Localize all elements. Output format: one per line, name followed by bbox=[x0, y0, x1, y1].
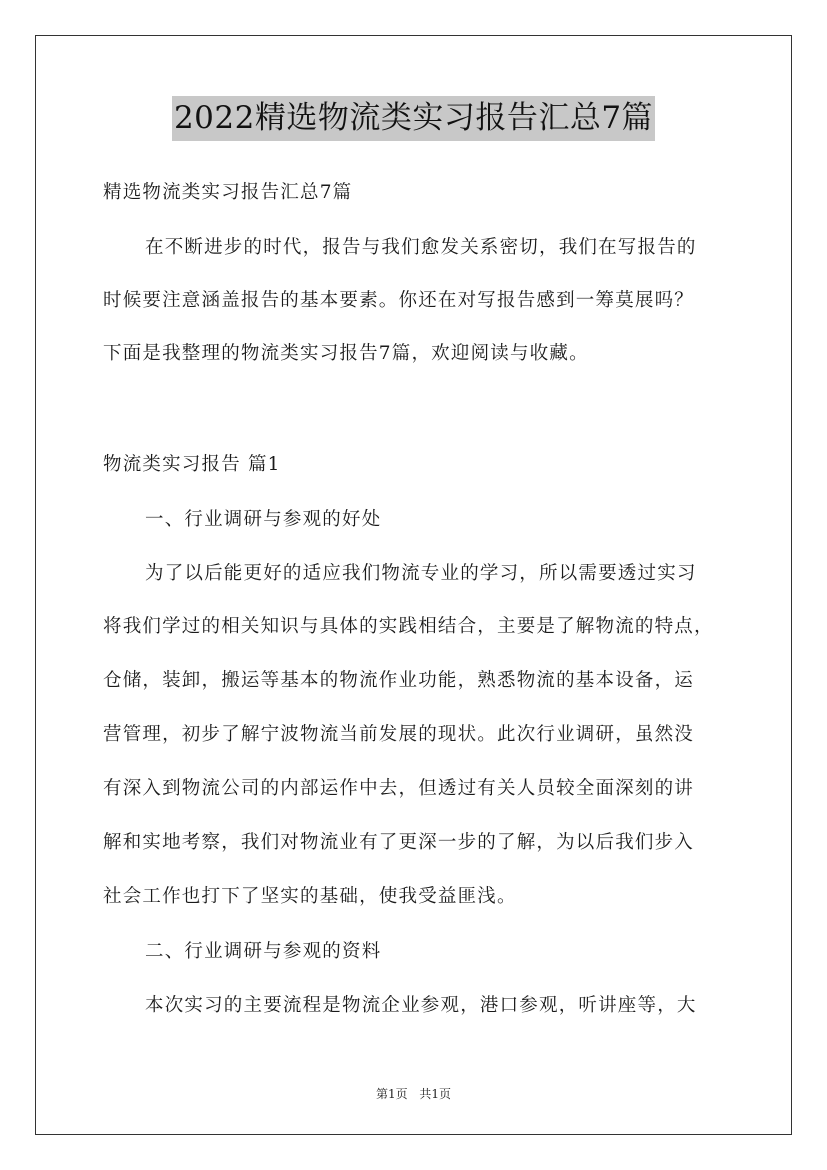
intro-line: 时候要注意涵盖报告的基本要素。你还在对写报告感到一筹莫展吗？ bbox=[103, 290, 695, 311]
heading-materials: 二、行业调研与参观的资料 bbox=[145, 941, 382, 962]
paragraph-line: 将我们学过的相关知识与具体的实践相结合，主要是了解物流的特点， bbox=[103, 616, 714, 637]
heading-benefits: 一、行业调研与参观的好处 bbox=[145, 509, 382, 530]
paragraph-line: 营管理，初步了解宁波物流当前发展的现状。此次行业调研，虽然没 bbox=[103, 724, 695, 745]
paragraph-line: 有深入到物流公司的内部运作中去，但透过有关人员较全面深刻的讲 bbox=[103, 778, 695, 799]
document-subtitle: 精选物流类实习报告汇总7篇 bbox=[103, 182, 353, 203]
intro-line: 在不断进步的时代，报告与我们愈发关系密切，我们在写报告的 bbox=[145, 237, 697, 258]
document-title: 2022精选物流类实习报告汇总7篇 bbox=[172, 96, 655, 141]
paragraph-line: 为了以后能更好的适应我们物流专业的学习，所以需要透过实习 bbox=[145, 563, 697, 584]
section-title: 物流类实习报告 篇1 bbox=[103, 454, 281, 475]
page-number: 第1页 bbox=[375, 1087, 408, 1101]
paragraph-line: 社会工作也打下了坚实的基础，使我受益匪浅。 bbox=[103, 886, 517, 907]
paragraph-line: 本次实习的主要流程是物流企业参观，港口参观，听讲座等，大 bbox=[145, 995, 697, 1016]
title-container bbox=[0, 96, 827, 141]
intro-line: 下面是我整理的物流类实习报告7篇，欢迎阅读与收藏。 bbox=[103, 343, 589, 364]
paragraph-line: 解和实地考察，我们对物流业有了更深一步的了解，为以后我们步入 bbox=[103, 832, 695, 853]
paragraph-line: 仓储，装卸，搬运等基本的物流作业功能，熟悉物流的基本设备，运 bbox=[103, 670, 695, 691]
page-footer bbox=[0, 1085, 827, 1102]
page-total: 共1页 bbox=[419, 1087, 452, 1101]
